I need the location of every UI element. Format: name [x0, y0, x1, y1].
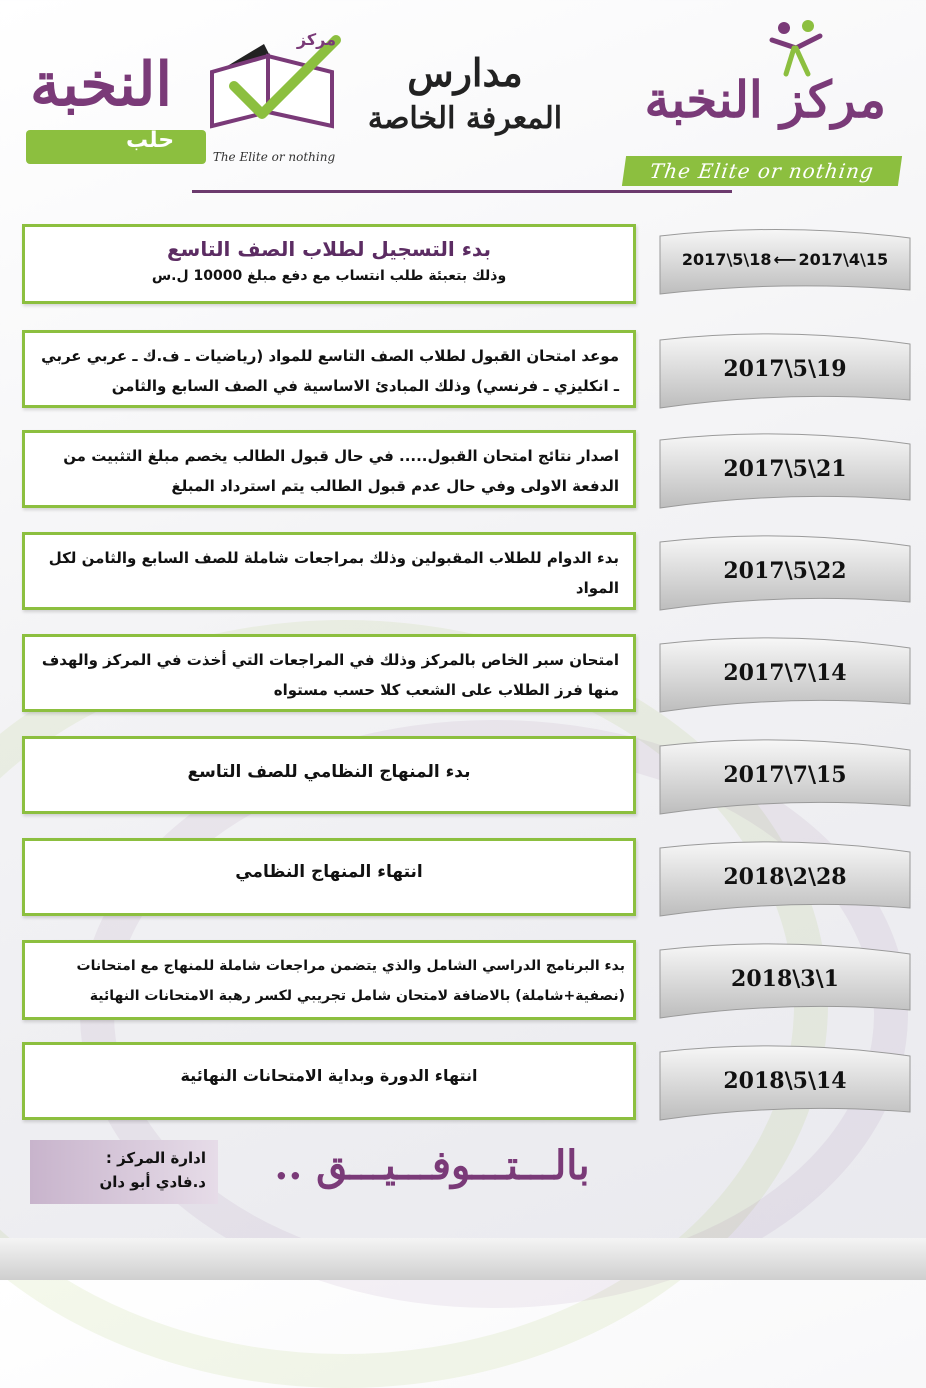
date-ribbon: [654, 532, 916, 616]
event-box: اصدار نتائج امتحان القبول..... في حال قبول الطالب يخصم مبلغ التثبيت من الدفعة الاولى وفي حال عدم قبول الطالب يتم استرداد المبلغ: [22, 430, 636, 508]
timeline-row: [0, 224, 926, 304]
timeline-row: [0, 940, 926, 1020]
admin-name: د.فادي أبو دان: [99, 1173, 206, 1191]
arrow-left-icon: ⟵: [773, 250, 797, 269]
date-from: 2017\4\15: [798, 250, 889, 269]
date-ribbon: [654, 634, 916, 718]
date-ribbon: [654, 228, 916, 302]
center-administration: [30, 1140, 218, 1204]
event-date: 2017\5\22: [723, 558, 847, 584]
event-date: 2018\5\14: [723, 1068, 847, 1094]
event-date: 2017\5\19: [723, 356, 847, 382]
school-line-1: مدارس: [407, 50, 523, 95]
logo-left-city: حلب: [126, 128, 175, 153]
event-box: بدء البرنامج الدراسي الشامل والذي يتضمن مراجعات شاملة للمنهاج مع امتحانات (نصفية+شاملة) بالاضافة لامتحان شامل تجريبي لكسر رهبة الامتحانات النهائية: [22, 940, 636, 1020]
school-name: [350, 50, 580, 136]
school-line-2: المعرفة الخاصة: [367, 101, 563, 136]
logo-right-title: مركز النخبة: [644, 70, 886, 129]
event-date: 2018\2\28: [723, 864, 847, 890]
figure-icon: [764, 18, 834, 78]
logo-left-word: النخبة: [30, 50, 173, 120]
date-ribbon: [654, 838, 916, 922]
date-ribbon: [654, 330, 916, 414]
date-range: [654, 250, 916, 269]
event-box: [22, 224, 636, 304]
event-box: انتهاء المنهاج النظامي: [22, 838, 636, 916]
timeline-row: [0, 430, 926, 510]
event-box: موعد امتحان القبول لطلاب الصف التاسع للمواد (رياضيات ـ ف.ك ـ عربي عربي ـ انكليزي ـ فرنسي) وذلك المبادئ الاساسية في الصف السابع والثامن: [22, 330, 636, 408]
timeline-row: [0, 1042, 926, 1122]
timeline-row: [0, 838, 926, 918]
date-to: 2017\5\18: [681, 250, 772, 269]
date-ribbon: [654, 940, 916, 1024]
logo-left-slogan: The Elite or nothing: [212, 150, 336, 164]
timeline-row: [0, 736, 926, 816]
event-headline: بدء التسجيل لطلاب الصف التاسع: [167, 237, 491, 261]
timeline-row: [0, 634, 926, 714]
admin-label: ادارة المركز :: [105, 1149, 206, 1167]
event-box: انتهاء الدورة وبداية الامتحانات النهائية: [22, 1042, 636, 1120]
date-ribbon: [654, 430, 916, 514]
event-date: 2017\5\21: [723, 456, 847, 482]
book-check-icon: [204, 34, 344, 144]
event-date: 2017\7\14: [723, 660, 847, 686]
event-date: 2018\3\1: [731, 966, 839, 992]
elite-center-logo: [606, 18, 906, 183]
elite-aleppo-logo: [26, 22, 346, 172]
event-date: 2017\7\15: [723, 762, 847, 788]
logo-green-band: [26, 130, 206, 164]
event-subline: وذلك بتعبئة طلب انتساب مع دفع مبلغ 10000 ل.س: [151, 268, 507, 284]
timeline-row: [0, 532, 926, 612]
header-divider: [192, 190, 732, 193]
good-luck-message: بالـــتـــوفـــيـــق ..: [274, 1142, 590, 1189]
event-box: بدء المنهاج النظامي للصف التاسع: [22, 736, 636, 814]
timeline-row: [0, 330, 926, 410]
date-ribbon: [654, 1042, 916, 1126]
bottom-band: [0, 1238, 926, 1280]
date-ribbon: [654, 736, 916, 820]
event-box: امتحان سبر الخاص بالمركز وذلك في المراجعات التي أخذت في المركز والهدف منها فرز الطلاب على الشعب كلا حسب مستواه: [22, 634, 636, 712]
event-box: بدء الدوام للطلاب المقبولين وذلك بمراجعات شاملة للصف السابع والثامن لكل المواد: [22, 532, 636, 610]
logo-right-slogan: The Elite or nothing: [622, 156, 902, 186]
logo-left-small-word: مركز: [296, 30, 336, 49]
